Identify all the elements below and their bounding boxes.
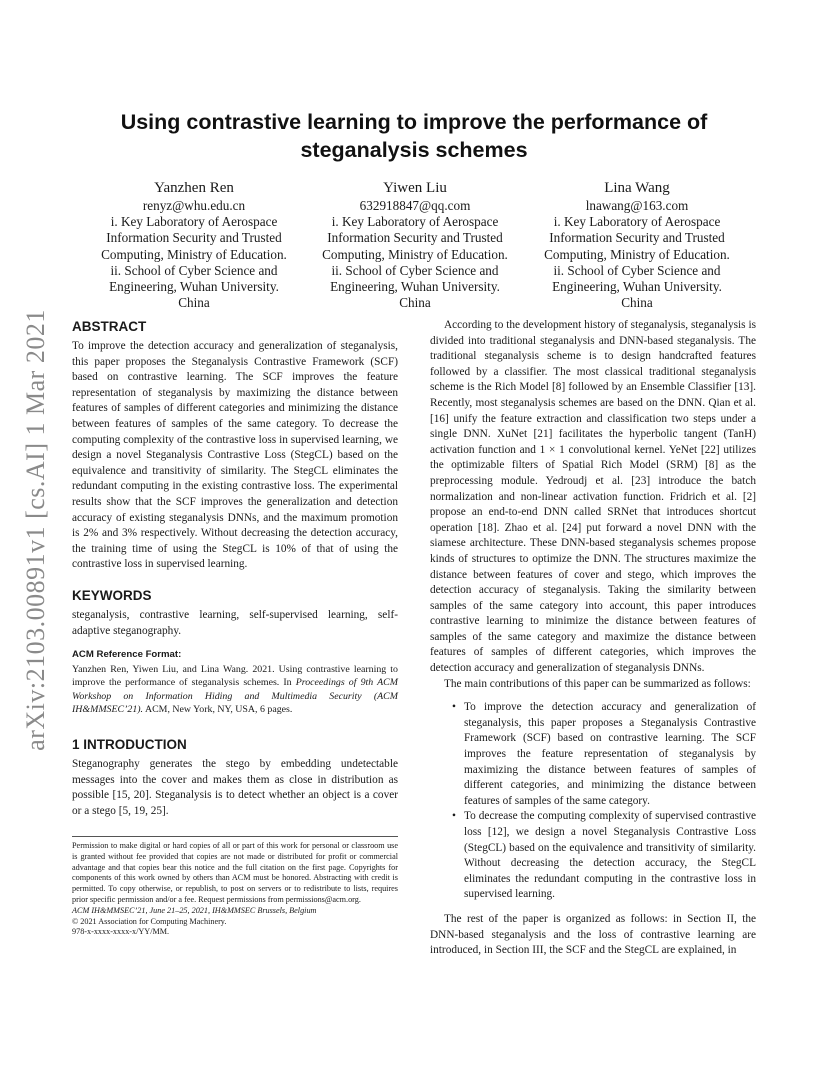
author-affiliation-line: Computing, Ministry of Education. (322, 246, 508, 262)
author-name: Yanzhen Ren (154, 180, 234, 196)
contribution-item: • To decrease the computing complexity of supervised contrastive loss [12], we design a novel Steganalysis Contrastive Loss (StegCL) based on the equivalence and transitivity of similarity. Without decreasing the detection accuracy, the StegCL eliminates the redundant computing in the contrastive loss in supervised learning. (430, 809, 756, 903)
acm-reference-venue: Proceedings of 9th ACM Workshop on Information Hiding and Multimedia Security (ACM IH&MMSEC’21). (72, 677, 398, 715)
author-affiliation-line: ii. School of Cyber Science and (331, 262, 499, 278)
body-paragraph: The rest of the paper is organized as follows: in Section II, the DNN-based steganalysis and the loss of contrastive learning are introduced, in Section III, the SCF and the StegCL are explained, in (430, 912, 756, 957)
author-email[interactable]: 632918847@qq.com (359, 198, 471, 213)
author-email[interactable]: lnawang@163.com (585, 198, 689, 213)
left-column (72, 318, 398, 819)
author-affiliation-line: Computing, Ministry of Education. (544, 246, 730, 262)
acm-reference-text-start: Yanzhen Ren, Yiwen Liu, and Lina Wang. 2021. Using contrastive learning to improve the performance of steganalysis schemes. In (72, 664, 398, 689)
permission-copyright: © 2021 Association for Computing Machinery. (72, 916, 227, 926)
permission-venue: ACM IH&MMSEC’21, June 21–25, 2021, IH&MMSEC Brussels, Belgium (72, 905, 317, 915)
acm-reference-text (72, 663, 398, 716)
permission-isbn: 978-x-xxxx-xxxx-x/YY/MM. (72, 927, 170, 937)
acm-reference-section (72, 649, 398, 716)
abstract-section (72, 318, 398, 573)
author-affiliation-line: i. Key Laboratory of Aerospace (110, 214, 278, 230)
introduction-section (72, 736, 398, 819)
acm-reference-text-end: ACM, New York, NY, USA, 6 pages. (143, 703, 293, 715)
author-affiliation-line: China (399, 295, 431, 311)
acm-reference-heading: ACM Reference Format: (72, 649, 182, 661)
author-name: Lina Wang (604, 180, 670, 196)
right-column (430, 318, 756, 959)
contribution-item: • To improve the detection accuracy and generalization of steganalysis, this paper proposes a Steganalysis Contrastive Framework (SCF) based on contrastive learning. The SCF improves the feature representation of steganalysis by maximizing the distance between features of samples of different categories, and minimizing the distance between features of samples of the same category. (430, 700, 756, 809)
author-block (309, 179, 521, 311)
paper-title: Using contrastive learning to improve the performance of steganalysis schemes (120, 110, 708, 162)
author-block (88, 179, 300, 311)
keywords-heading: KEYWORDS (72, 587, 152, 603)
permission-text: Permission to make digital or hard copies of all or part of this work for personal or classroom use is granted without fee provided that copies are not made or distributed for profit or commercial advantage and that copies bear this notice and the full citation on the first page. Copyrights for components of this work owned by others than ACM must be honored. Abstracting with credit is permitted. To copy otherwise, or republish, to post on servers or to redistribute to lists, requires prior specific permission and/or a fee. Request permissions from permissions@acm.org. (72, 841, 398, 904)
author-affiliation-line: Engineering, Wuhan University. (109, 279, 279, 295)
author-block (531, 179, 743, 311)
author-email[interactable]: renyz@whu.edu.cn (142, 198, 246, 213)
contribution-list (430, 700, 756, 903)
author-name: Yiwen Liu (383, 180, 447, 196)
author-affiliation-line: i. Key Laboratory of Aerospace (331, 214, 499, 230)
permission-footnote (72, 836, 398, 938)
keywords-text: steganalysis, contrastive learning, self-supervised learning, self-adaptive steganography. (72, 608, 398, 637)
arxiv-stamp (18, 300, 54, 760)
introduction-heading: 1 INTRODUCTION (72, 736, 187, 752)
author-affiliation-line: China (621, 295, 653, 311)
body-paragraph: The main contributions of this paper can be summarized as follows: (444, 677, 751, 690)
abstract-text: To improve the detection accuracy and generalization of steganalysis, this paper proposes the Steganalysis Contrastive Framework (SCF) based on contrastive learning. The SCF improves the feature representation of steganalysis by maximizing the distance between features of samples of different categories and minimizing the distance between features of samples of the same category. To decrease the computing complexity of the contrastive loss in supervised learning, we design a novel Steganalysis Contrastive Loss (StegCL) based on the equivalence and transitivity of similarity. The StegCL eliminates the redundant computing in the existing contrastive loss. The experimental results show that the SCF improves the generalization and detection accuracy of existing steganalysis DNNs, and the maximum promotion is 2% and 3% respectively. Without decreasing the detection accuracy, the training time of using the StegCL is 10% of that of using the contrastive loss in supervised learning. (72, 340, 398, 571)
author-affiliation-line: Information Security and Trusted (549, 230, 725, 246)
author-affiliation-line: Engineering, Wuhan University. (330, 279, 500, 295)
arxiv-stamp-text: arXiv:2103.00891v1 [cs.AI] 1 Mar 2021 (21, 309, 50, 751)
author-affiliation-line: ii. School of Cyber Science and (110, 262, 278, 278)
abstract-heading: ABSTRACT (72, 319, 147, 334)
author-affiliation-line: Information Security and Trusted (327, 230, 503, 246)
author-affiliation-line: i. Key Laboratory of Aerospace (553, 214, 721, 230)
body-paragraph: According to the development history of steganalysis, steganalysis is divided into traditional steganalysis and DNN-based steganalysis. The traditional steganalysis scheme is to design handcrafted features followed by a classifier. The most classical traditional steganalysis scheme is the Rich Model [8] followed by an Ensemble Classifier [13]. Recently, most steganalysis schemes are based on the DNN. Qian et al. [16] unify the feature extraction and classification two steps under a single DNN. XuNet [21] facilitates the hyperbolic tangent (TanH) activation function and 1 × 1 convolutional kernel. YeNet [22] utilizes the optimizable filters of Spatial Rich Model (SRM) [8] as the preprocessing module. Yedroudj et al. [23] introduce the batch normalization and non-linear activation function. Fridrich et al. [2] propose an end-to-end DNN called SRNet that introduces shortcut operation [18]. Zhao et al. [24] put forward a novel DNN with the siamese architecture. These DNN-based steganalysis schemes propose kinds of structures to optimize the DNN. The structures maximize the distance between features of cover and stego, which improves the detection accuracy of steganalysis. Taking the similarity between samples of the same category into account, this paper introduces contrastive learning to minimize the distance between features of samples of the same category and maximize the distance between features of samples of different categories, which improves the detection accuracy and generalization of steganalysis DNNs. (430, 319, 756, 675)
author-affiliation-line: China (178, 295, 210, 311)
author-affiliation-line: Engineering, Wuhan University. (552, 279, 722, 295)
introduction-text: Steganography generates the stego by embedding undetectable messages into the cover and makes them as close in distribution as possible [15, 20]. Steganalysis is to detect whether an object is a cover or a stego [5, 19, 25]. (72, 757, 398, 817)
author-affiliation-line: Computing, Ministry of Education. (101, 246, 287, 262)
author-affiliation-line: ii. School of Cyber Science and (553, 262, 721, 278)
keywords-section (72, 587, 398, 639)
author-affiliation-line: Information Security and Trusted (106, 230, 282, 246)
